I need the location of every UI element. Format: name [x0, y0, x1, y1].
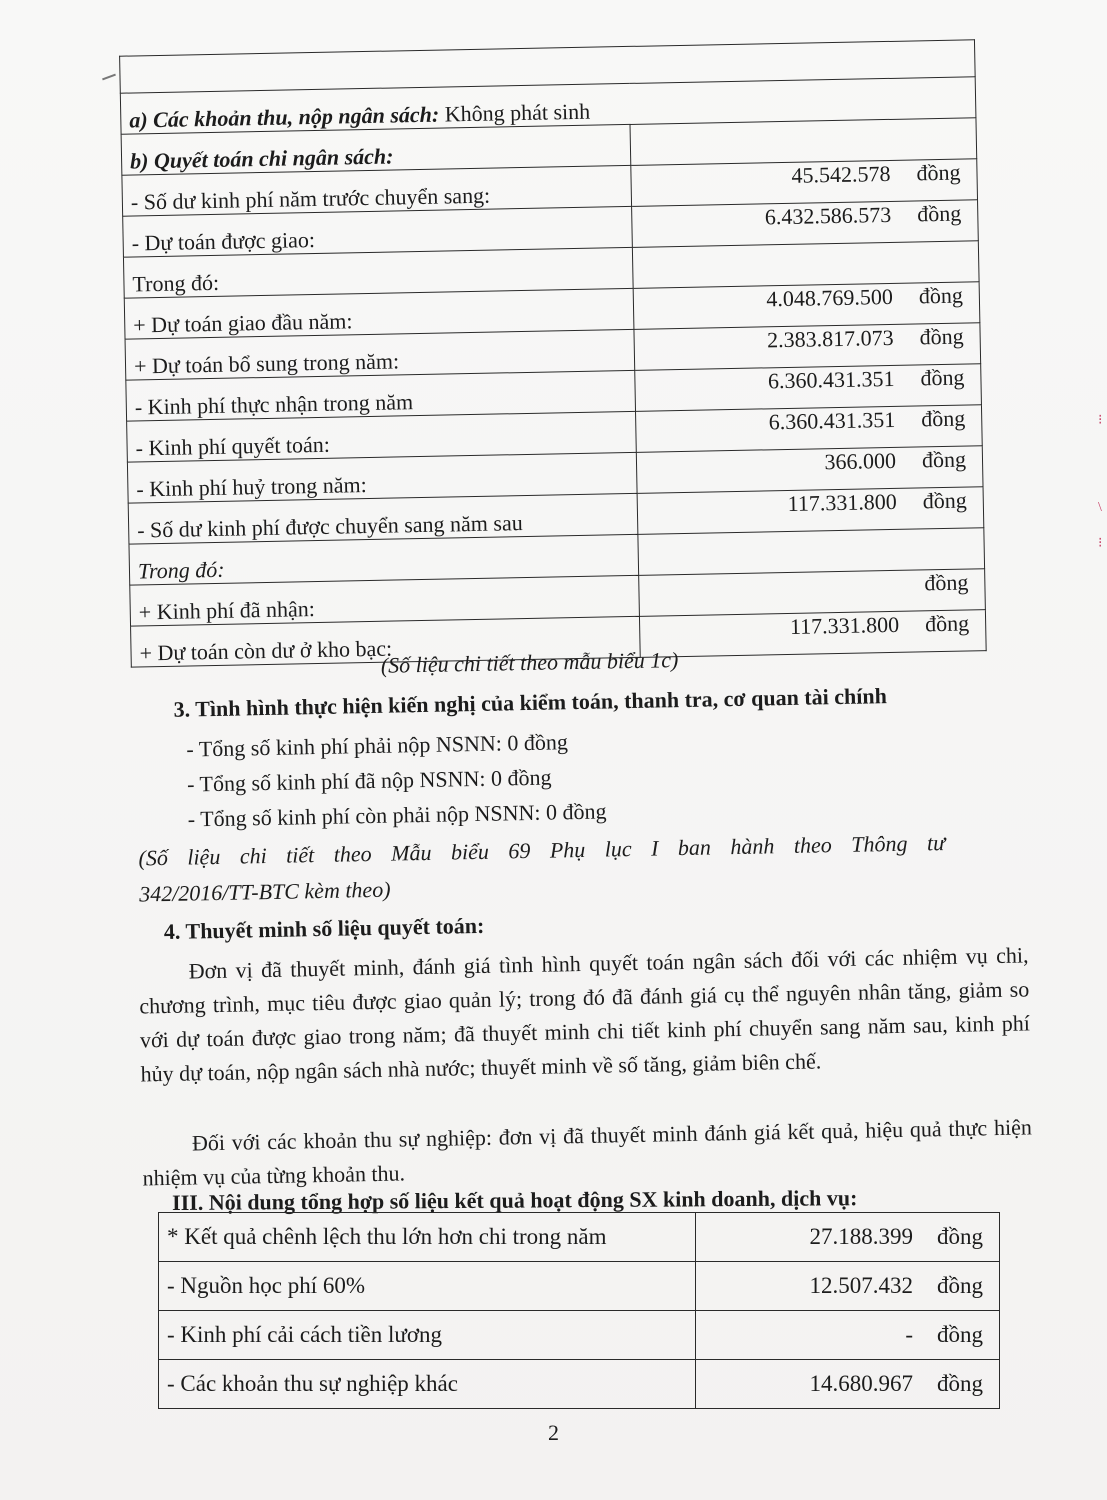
row-label: - Kinh phí thực nhận trong năm: [126, 370, 636, 421]
row-label: - Các khoản thu sự nghiệp khác: [159, 1360, 696, 1409]
section3-item: - Tổng số kinh phí phải nộp NSNN: 0 đồng: [186, 729, 569, 762]
row-value: [633, 282, 979, 330]
row-a-label: a) Các khoản thu, nộp ngân sách:: [129, 101, 440, 133]
currency-unit: [892, 261, 970, 262]
row-value: [637, 487, 983, 535]
section4-paragraph1: Đơn vị đã thuyết minh, đánh giá tình hình quyết toán ngân sách đối với các nhiệm vụ chi, chương trình, mục tiêu được giao quản lý; trong đó đã đánh giá cụ thể nguyên nhân tăng, giảm so với dự toán được giao trong năm; đã thuyết minh chi tiết kinh phí chuyển sang năm sau, kinh phí hủy dự toán, nộp ngân sách nhà nước; thuyết minh về số tăng, giảm biên chế.: [139, 942, 1031, 1087]
row-value: [634, 323, 980, 371]
currency-unit: đồng: [920, 364, 965, 391]
currency-unit: đồng: [924, 610, 970, 637]
row-value: [638, 528, 984, 576]
currency-unit: [898, 548, 976, 549]
amount: 12.507.432: [809, 1273, 913, 1298]
currency-unit: đồng: [920, 405, 966, 432]
currency-unit: đồng: [916, 159, 961, 186]
row-value: [637, 446, 983, 494]
currency-unit: đồng: [924, 569, 969, 596]
amount: 6.432.586.573: [764, 201, 892, 230]
amount: -: [905, 1322, 913, 1347]
currency-unit: đồng: [937, 1224, 983, 1249]
margin-stamp-mark: ⁝: [1098, 413, 1103, 428]
row-label: + Kinh phí đã nhận:: [130, 575, 640, 626]
row-label: - Số dư kinh phí năm trước chuyển sang:: [122, 165, 632, 216]
currency-unit: đồng: [917, 200, 962, 227]
row-value: [640, 610, 986, 658]
section-iii-heading: III. Nội dung tổng hợp số liệu kết quả hoạt động SX kinh doanh, dịch vụ:: [172, 1185, 858, 1215]
row-value: [696, 1311, 1000, 1360]
amount: 117.331.800: [789, 611, 900, 639]
row-a-value: Không phát sinh: [444, 98, 591, 127]
row-value: [639, 569, 985, 617]
currency-unit: đồng: [922, 487, 968, 514]
section3-heading: 3. Tình hình thực hiện kiến nghị của kiểm toán, thanh tra, cơ quan tài chính: [173, 683, 888, 722]
amount: [718, 550, 898, 553]
table-row: [159, 1311, 1000, 1360]
page-number: 2: [548, 1420, 559, 1445]
row-label: Trong đó:: [129, 534, 639, 585]
amount: 14.680.967: [809, 1371, 913, 1396]
section4-heading: 4. Thuyết minh số liệu quyết toán:: [163, 912, 485, 945]
section3-note-line1: (Số liệu chi tiết theo Mẫu biểu 69 Phụ lục I ban hành theo Thông tư: [138, 830, 946, 871]
row-value: [632, 200, 978, 248]
currency-unit: đồng: [921, 446, 967, 473]
row-label: - Dự toán được giao:: [123, 206, 633, 257]
currency-unit: đồng: [937, 1371, 983, 1396]
row-value: [696, 1360, 1000, 1409]
currency-unit: đồng: [937, 1273, 983, 1298]
row-b-label: b) Quyết toán chi ngân sách:: [121, 124, 631, 175]
row-value: [636, 405, 982, 453]
row-value: [696, 1213, 1000, 1262]
row-value: [633, 241, 979, 289]
amount: 45.542.578: [791, 160, 891, 188]
section3-item: - Tổng số kinh phí còn phải nộp NSNN: 0 đồng: [187, 798, 607, 832]
amount: 27.188.399: [809, 1224, 913, 1249]
table-row: [159, 1213, 1000, 1262]
row-value: [696, 1262, 1000, 1311]
row-label: - Số dư kinh phí được chuyển sang năm sau: [128, 493, 638, 544]
amount: 366.000: [824, 447, 897, 475]
row-label: - Nguồn học phí 60%: [159, 1262, 696, 1311]
section4-paragraph2: Đối với các khoản thu sự nghiệp: đơn vị đã thuyết minh đánh giá kết quả, hiệu quả thực hiện nhiệm vụ của từng khoản thu.: [142, 1114, 1033, 1191]
amount: 6.360.431.351: [767, 365, 895, 394]
table-row: [159, 1262, 1000, 1311]
section3-note-line2: 342/2016/TT-BTC kèm theo): [138, 876, 391, 907]
row-value: [631, 159, 977, 207]
row-label: - Kinh phí quyết toán:: [127, 411, 637, 462]
currency-unit: đồng: [918, 282, 964, 309]
amount: [719, 591, 899, 594]
row-label: - Kinh phí cải cách tiền lương: [159, 1311, 696, 1360]
amount: 2.383.817.073: [766, 324, 894, 353]
margin-stamp-mark: ⁝: [1098, 536, 1103, 551]
amount: 6.360.431.351: [768, 406, 896, 435]
section3-item: - Tổng số kinh phí đã nộp NSNN: 0 đồng: [186, 764, 552, 797]
row-label: + Dự toán còn dư ở kho bạc:: [131, 616, 641, 667]
amount: [712, 263, 892, 266]
row-label: + Dự toán bổ sung trong năm:: [125, 329, 635, 380]
row-label: * Kết quả chênh lệch thu lớn hơn chi trong năm: [159, 1213, 696, 1262]
amount: 4.048.769.500: [766, 283, 894, 312]
currency-unit: đồng: [937, 1322, 983, 1347]
row-label: + Dự toán giao đầu năm:: [124, 288, 634, 339]
business-results-table: [158, 1212, 1000, 1409]
row-label: - Kinh phí huỷ trong năm:: [127, 452, 637, 503]
table-row: [159, 1360, 1000, 1409]
budget-table: [119, 39, 987, 667]
row-value: [635, 364, 981, 412]
table1-note: (Số liệu chi tiết theo mẫu biểu 1c): [380, 647, 679, 678]
amount: 117.331.800: [787, 488, 898, 516]
currency-unit: đồng: [919, 323, 964, 350]
margin-stamp-mark: \: [1098, 500, 1102, 515]
row-label: Trong đó:: [123, 247, 633, 298]
